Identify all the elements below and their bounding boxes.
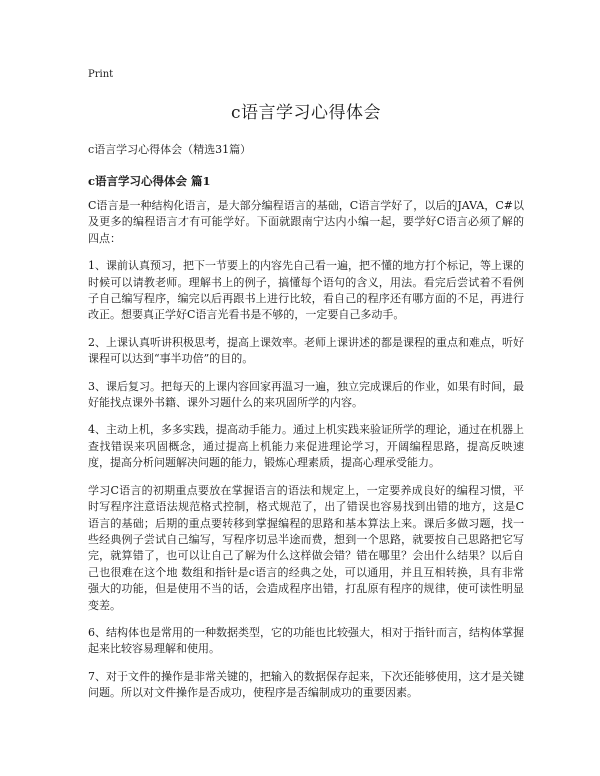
paragraph-2: 2、上课认真听讲积极思考，提高上课效率。老师上课讲述的都是课程的重点和难点，听好课程可以达到“事半功倍”的目的。 — [88, 335, 524, 366]
paragraph-3: 3、课后复习。把每天的上课内容回家再温习一遍，独立完成课后的作业，如果有时间，最好能找点课外书籍、课外习题什么的来巩固所学的内容。 — [88, 379, 524, 410]
document-page — [88, 68, 524, 713]
paragraph-6: 6、结构体也是常用的一种数据类型，它的功能也比较强大，相对于指针而言，结构体掌握起来比较容易理解和使用。 — [88, 625, 524, 656]
paragraph-4: 4、主动上机，多多实践，提高动手能力。通过上机实践来验证所学的理论，通过在机器上查找错误来巩固概念，通过提高上机能力来促进理论学习，开阔编程思路，提高反映速度，提高分析问题解决问题的能力，锻炼心理素质，提高心理承受能力。 — [88, 423, 524, 470]
paragraph-5: 学习C语言的初期重点要放在掌握语言的语法和规定上，一定要养成良好的编程习惯，平时写程序注意语法规范格式控制，格式规范了，出了错误也容易找到出错的地方，这是C语言的基础；后期的重点要转移到掌握编程的思路和基本算法上来。课后多做习题，找一些经典例子尝试自己编写，写程序切忌半途而费，想到一个思路，就要按自己思路把它写完，就算错了，也可以让自己了解为什么这样做会错？错在哪里？会出什么结果？以后自己也很难在这个地 数组和指针是c语言的经典之处，可以通用，并且互相转换，具有非常强大的功能，但是使用不当的话，会造成程序出错，打乱原有程序的规律，使可读性明显变差。 — [88, 483, 524, 612]
document-subtitle: c语言学习心得体会（精选31篇） — [88, 143, 252, 156]
document-title: c语言学习心得体会 — [230, 103, 382, 123]
print-label: Print — [88, 69, 114, 80]
paragraph-1: 1、课前认真预习，把下一节要上的内容先自己看一遍，把不懂的地方打个标记，等上课的时候可以请教老师。理解书上的例子，搞懂每个语句的含义，用法。看完后尝试着不看例子自己编写程序，编完以后再跟书上进行比较，看自己的程序还有哪方面的不足，再进行改正。想要真正学好C语言光看书是不够的，一定要自己多动手。 — [88, 259, 524, 322]
paragraph-7: 7、对于文件的操作是非常关键的，把输入的数据保存起来，下次还能够使用，这才是关键问题。所以对文件操作是否成功，使程序是否编制成功的重要因素。 — [88, 669, 524, 700]
section-heading: c语言学习心得体会 篇1 — [88, 174, 211, 188]
paragraph-intro: C语言是一种结构化语言，是大部分编程语言的基础，C语言学好了，以后的JAVA，C#以及更多的编程语言才有可能学好。下面就跟南宁达内小编一起，要学好C语言必须了解的四点： — [88, 199, 524, 245]
